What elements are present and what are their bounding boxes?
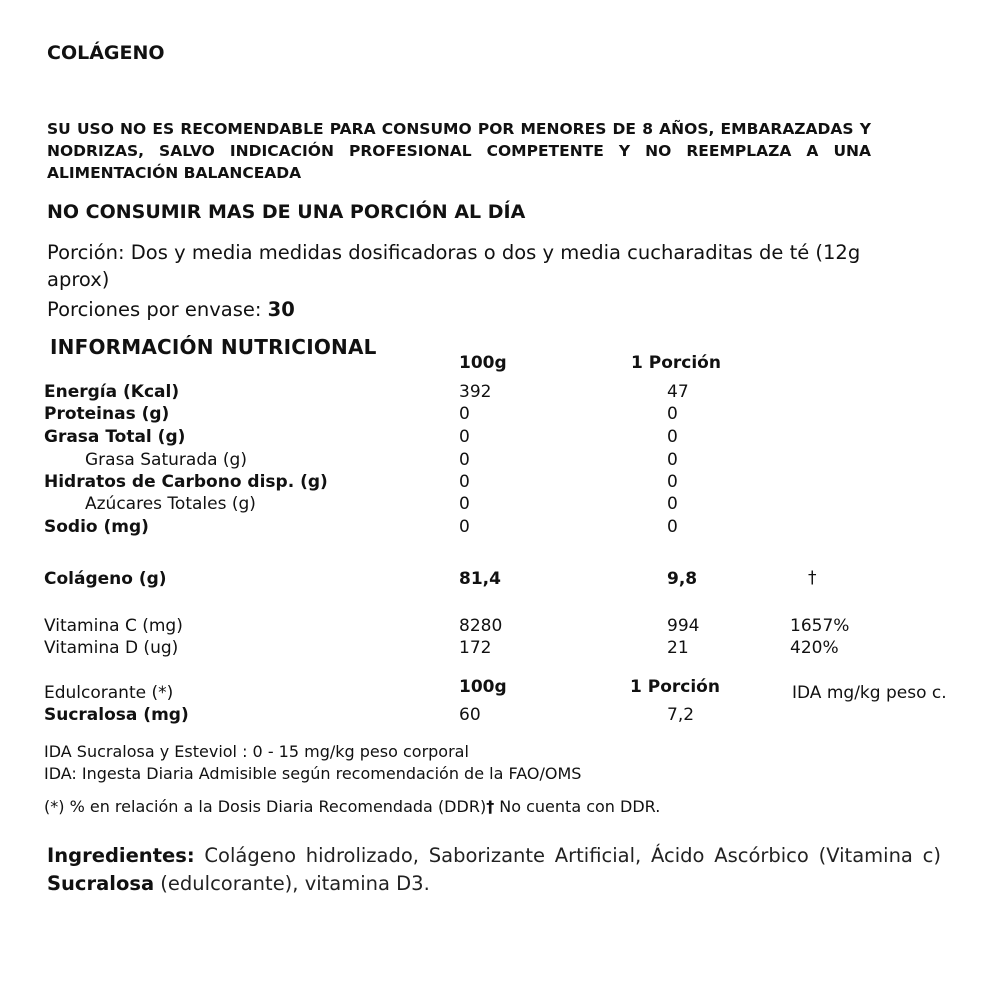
nutrient-value-portion: 0: [667, 427, 678, 447]
sweetener-header-ida: IDA mg/kg peso c.: [792, 683, 947, 703]
vitamin-value-portion: 21: [667, 638, 689, 658]
servings-per-container: [47, 298, 295, 321]
vitamin-value-portion: 994: [667, 616, 700, 636]
nutrition-heading: INFORMACIÓN NUTRICIONAL: [50, 335, 377, 359]
nutrient-value-100g: 0: [459, 450, 470, 470]
servings-value: 30: [267, 298, 295, 321]
nutrient-label: Energía (Kcal): [44, 382, 180, 402]
ida-footnote: IDA Sucralosa y Esteviol : 0 - 15 mg/kg peso corporal: [44, 742, 469, 761]
nutrient-value-portion: 0: [667, 494, 678, 514]
nutrient-value-portion: 0: [667, 404, 678, 424]
nutrient-value-100g: 0: [459, 517, 470, 537]
nutrient-value-100g: 0: [459, 427, 470, 447]
ddr-footnote: [44, 797, 660, 816]
vitamin-value-100g: 172: [459, 638, 492, 658]
ddr-footnote-tail: No cuenta con DDR.: [494, 797, 661, 816]
dagger-mark: †: [808, 568, 817, 588]
nutrient-value-100g: 0: [459, 472, 470, 492]
nutrient-value-portion: 47: [667, 382, 689, 402]
nutrient-label: Proteinas (g): [44, 404, 170, 424]
vitamin-label: Vitamina C (mg): [44, 616, 183, 636]
ingredients-text-tail: (edulcorante), vitamina D3.: [154, 872, 430, 895]
nutrient-value-portion: 0: [667, 450, 678, 470]
ingredients-label: Ingredientes:: [47, 844, 195, 867]
collagen-value-100g: 81,4: [459, 569, 501, 589]
nutrient-value-portion: 0: [667, 517, 678, 537]
nutrient-label: Sodio (mg): [44, 517, 149, 537]
product-title: COLÁGENO: [47, 42, 165, 64]
column-header-portion: 1 Porción: [631, 353, 721, 373]
ddr-footnote-text: (*) % en relación a la Dosis Diaria Recomendada (DDR): [44, 797, 487, 816]
column-header-100g: 100g: [459, 353, 507, 373]
sucralose-value-100g: 60: [459, 705, 481, 725]
nutrient-sublabel: Grasa Saturada (g): [85, 450, 247, 470]
vitamin-ddr-percent: 1657%: [790, 616, 850, 636]
sweetener-header-100g: 100g: [459, 677, 507, 697]
sucralose-label: Sucralosa (mg): [44, 705, 189, 725]
ida-definition: IDA: Ingesta Diaria Admisible según recomendación de la FAO/OMS: [44, 764, 582, 783]
collagen-label: Colágeno (g): [44, 569, 167, 589]
vitamin-label: Vitamina D (ug): [44, 638, 179, 658]
portion-description: Porción: Dos y media medidas dosificadoras o dos y media cucharaditas de té (12g aprox): [47, 241, 861, 291]
ingredients-bold-item: Sucralosa: [47, 872, 155, 895]
collagen-value-portion: 9,8: [667, 569, 698, 589]
nutrient-sublabel: Azúcares Totales (g): [85, 494, 256, 514]
vitamin-ddr-percent: 420%: [790, 638, 839, 658]
daily-limit-notice: NO CONSUMIR MAS DE UNA PORCIÓN AL DÍA: [47, 201, 526, 223]
nutrient-label: Grasa Total (g): [44, 427, 186, 447]
ingredients-list: [47, 842, 941, 898]
sweetener-label: Edulcorante (*): [44, 683, 174, 703]
ingredients-text: Colágeno hidrolizado, Saborizante Artificial, Ácido Ascórbico (Vitamina c): [194, 844, 941, 867]
vitamin-value-100g: 8280: [459, 616, 503, 636]
dagger-mark: †: [486, 797, 495, 816]
sweetener-header-portion: 1 Porción: [630, 677, 720, 697]
nutrient-label: Hidratos de Carbono disp. (g): [44, 472, 328, 492]
nutrient-value-100g: 392: [459, 382, 492, 402]
sucralose-value-portion: 7,2: [667, 705, 695, 725]
nutrient-value-portion: 0: [667, 472, 678, 492]
nutrient-value-100g: 0: [459, 404, 470, 424]
servings-label: Porciones por envase:: [47, 298, 268, 321]
usage-warning: SU USO NO ES RECOMENDABLE PARA CONSUMO POR MENORES DE 8 AÑOS, EMBARAZADAS Y NODRIZAS, SALVO INDICACIÓN PROFESIONAL COMPETENTE Y NO REEMPLAZA A UNA ALIMENTACIÓN BALANCEADA: [47, 120, 871, 182]
nutrient-value-100g: 0: [459, 494, 470, 514]
